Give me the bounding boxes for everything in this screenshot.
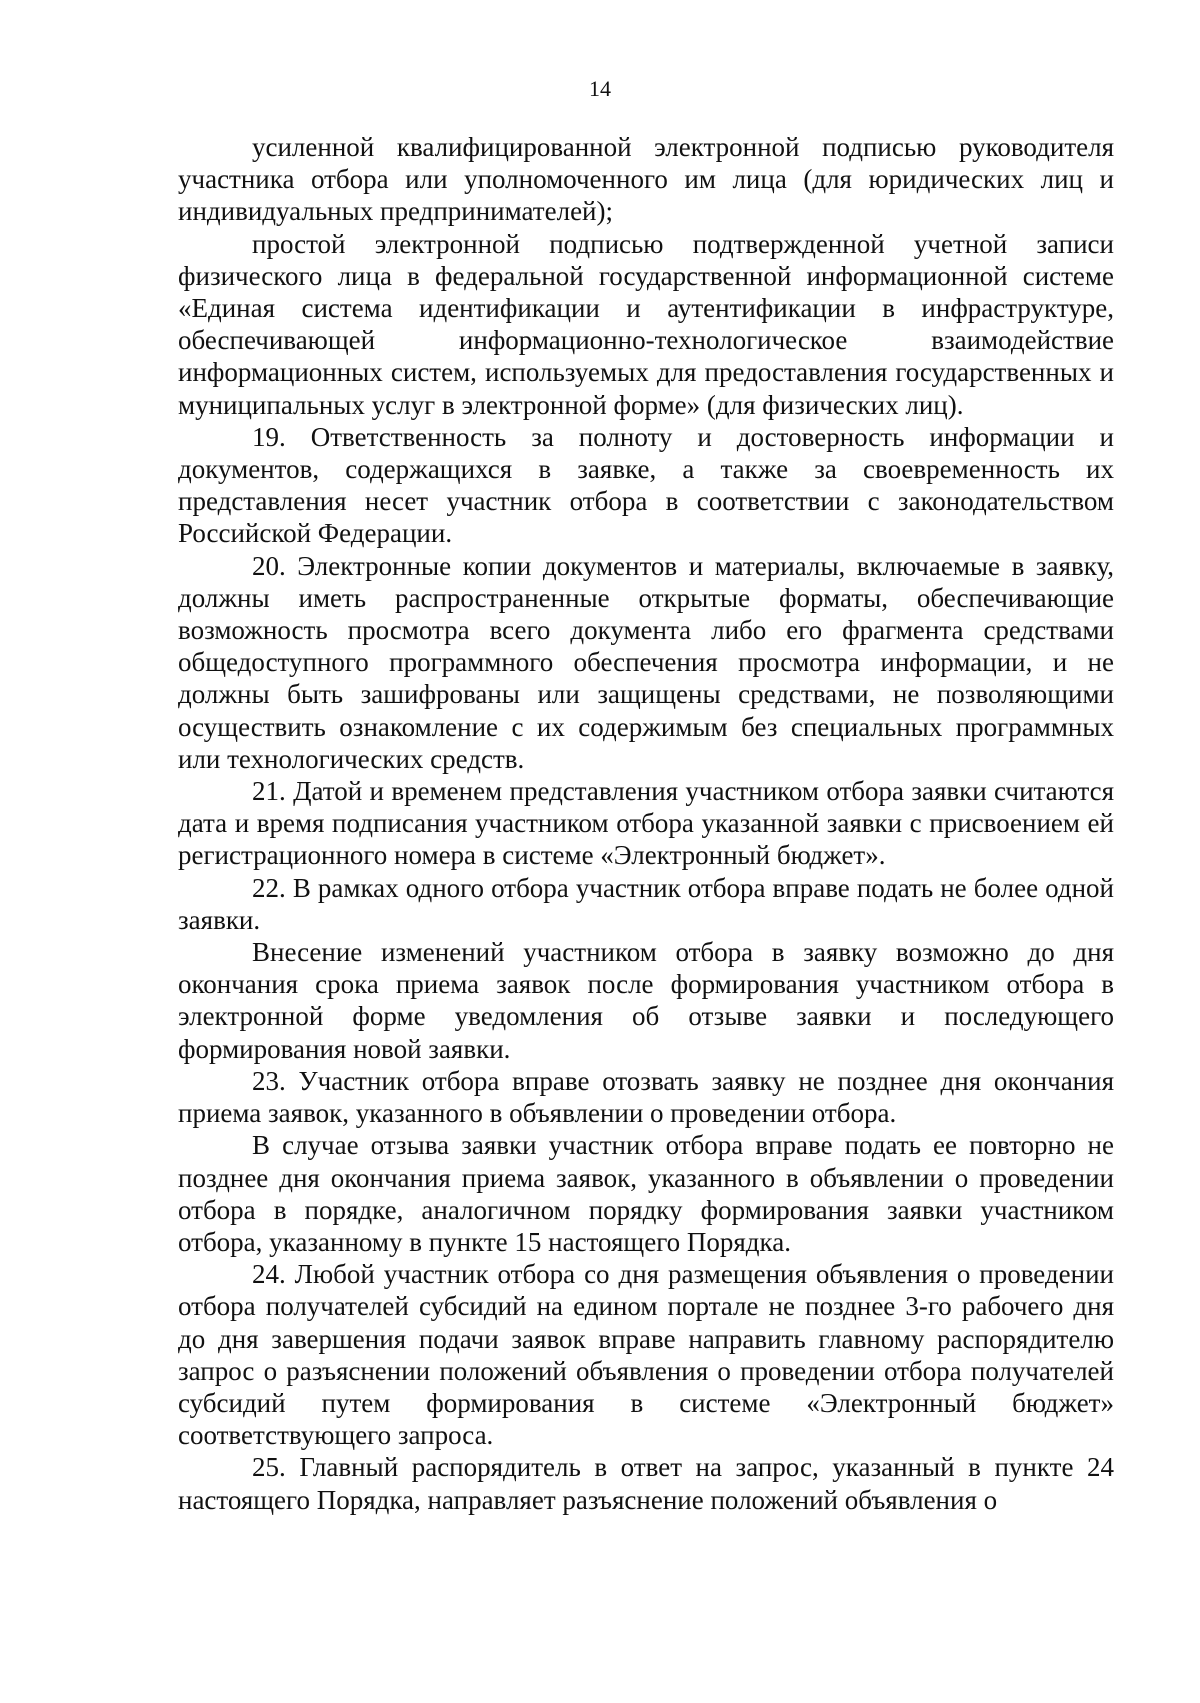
page-number: 14 <box>589 76 611 101</box>
paragraph-item-19: 19. Ответственность за полноту и достоверность информации и документов, содержащихся в заявке, а также за своевременность их представления несет участник отбора в соответствии с законодательством Российской Федерации. <box>178 421 1114 549</box>
paragraph-item-23-withdrawal: В случае отзыва заявки участник отбора вправе подать ее повторно не позднее дня окончания приема заявок, указанного в объявлении о проведении отбора в порядке, аналогичном порядку формирования заявки участником отбора, указанному в пункте 15 настоящего Порядка. <box>178 1130 1114 1257</box>
paragraph-item-22-changes: Внесение изменений участником отбора в заявку возможно до дня окончания срока приема заявок после формирования участником отбора в электронной форме уведомления об отзыве заявки и последующего формирования новой заявки. <box>178 937 1114 1064</box>
paragraph-item-23: 23. Участник отбора вправе отозвать заявку не позднее дня окончания приема заявок, указанного в объявлении о проведении отбора. <box>178 1065 1114 1129</box>
paragraph-item-22: 22. В рамках одного отбора участник отбора вправе подать не более одной заявки. <box>178 872 1114 935</box>
paragraph-item-24: 24. Любой участник отбора со дня размещения объявления о проведении отбора получателей субсидий на едином портале не позднее 3-го рабочего дня до дня завершения подачи заявок вправе направить главному распорядителю запрос о разъяснении положений объявления о проведении отбора получателей субсидий путем формирования в системе «Электронный бюджет» соответствующего запроса. <box>178 1259 1114 1451</box>
paragraph-item-25: 25. Главный распорядитель в ответ на запрос, указанный в пункте 24 настоящего Порядка, направляет разъяснение положений объявления о <box>178 1452 1114 1515</box>
paragraph-item-20: 20. Электронные копии документов и материалы, включаемые в заявку, должны иметь распространенные открытые форматы, обеспечивающие возможность просмотра всего документа либо его фрагмента средствами общедоступного программного обеспечения просмотра информации, и не должны быть зашифрованы или защищены средствами, не позволяющими осуществить ознакомление с их содержимым без специальных программных или технологических средств. <box>178 550 1114 774</box>
paragraph-signature-legal-entities: усиленной квалифицированной электронной подписью руководителя участника отбора или уполномоченного им лица (для юридических лиц и индивидуальных предпринимателей); <box>178 132 1114 227</box>
document-body <box>178 131 1114 1516</box>
paragraph-signature-individuals: простой электронной подписью подтвержденной учетной записи физического лица в федеральной государственной информационной системе «Единая система идентификации и аутентификации в инфраструктуре, обеспечивающей информационно-технологическое взаимодействие информационных систем, используемых для предоставления государственных и муниципальных услуг в электронной форме» (для физических лиц). <box>178 228 1114 420</box>
paragraph-item-21: 21. Датой и временем представления участником отбора заявки считаются дата и время подписания участником отбора указанной заявки с присвоением ей регистрационного номера в системе «Электронный бюджет». <box>178 776 1114 871</box>
